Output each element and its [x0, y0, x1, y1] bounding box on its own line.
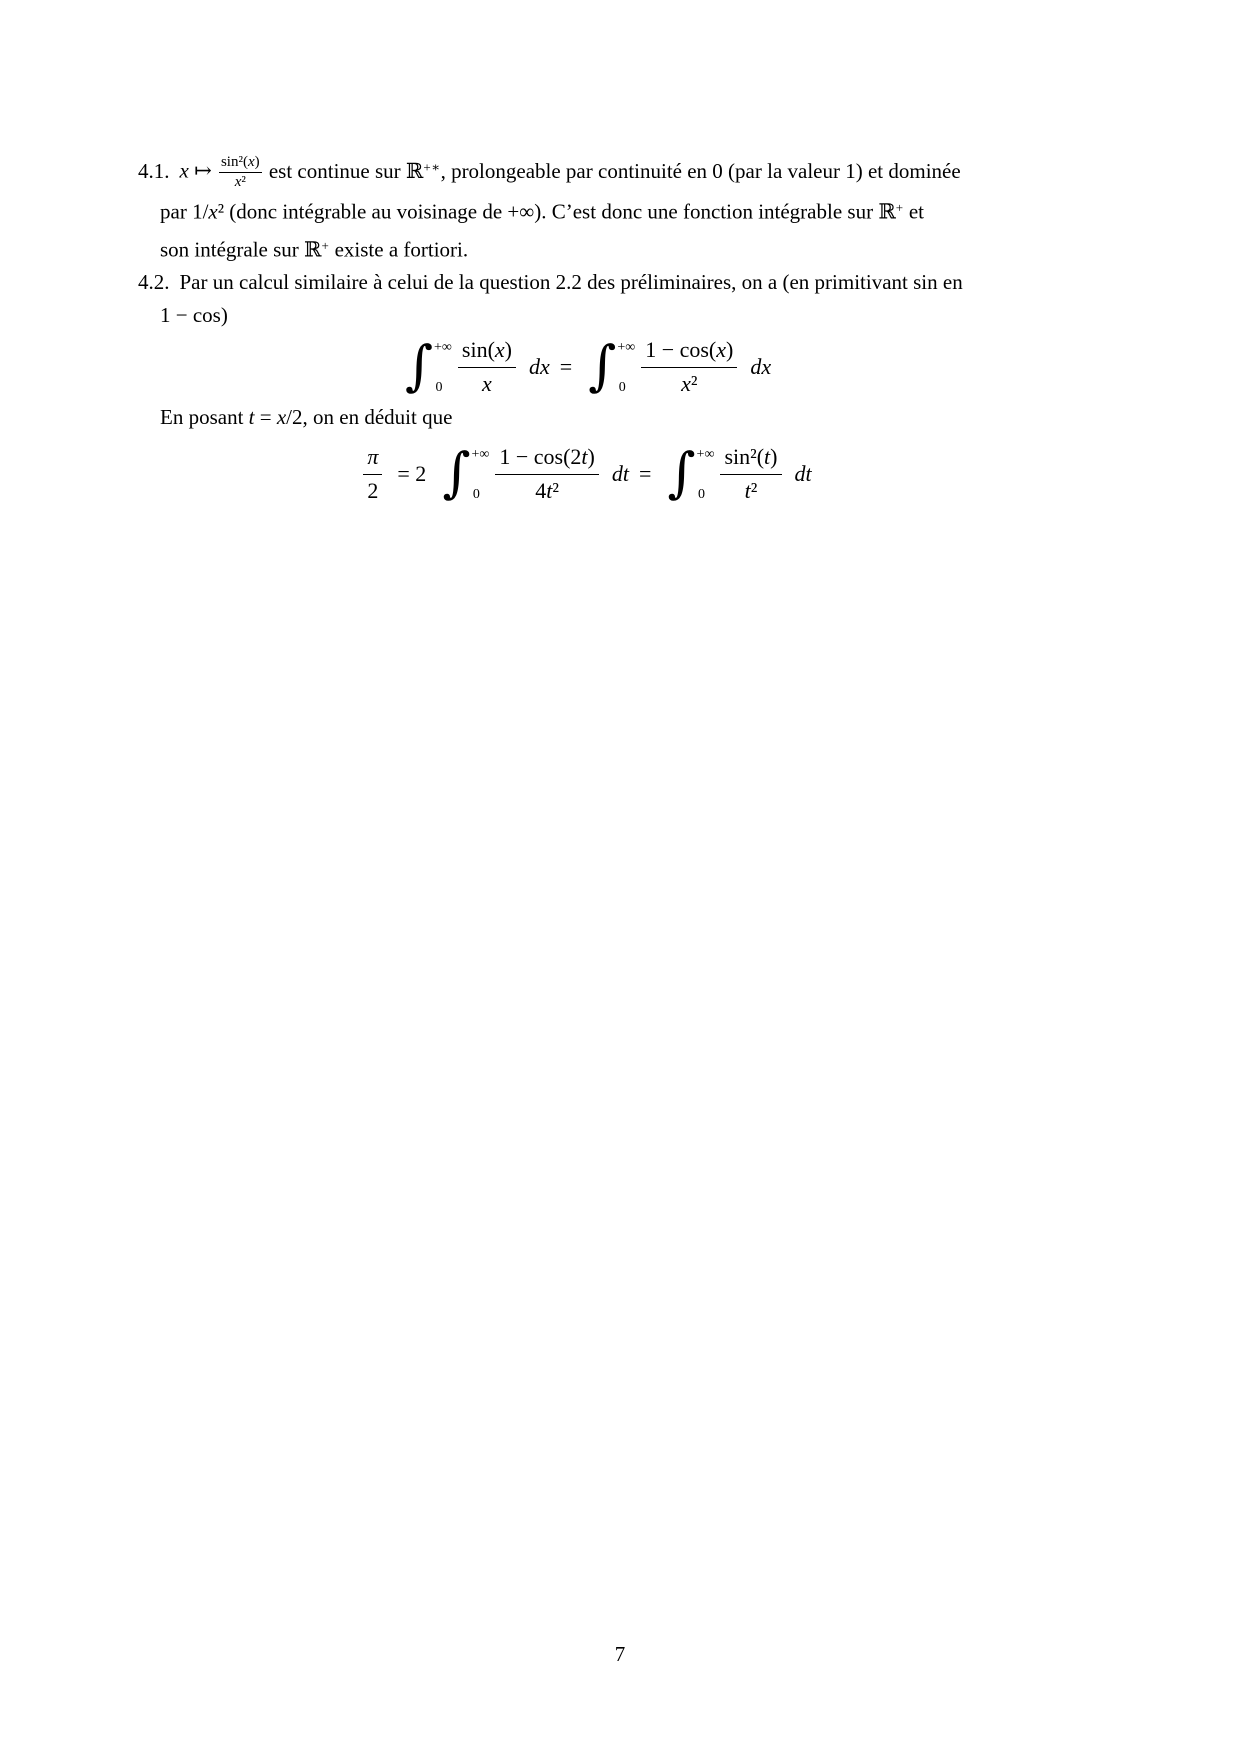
fraction-denominator: x: [482, 370, 492, 396]
integral-1: [442, 441, 490, 504]
inline-fraction: [219, 154, 262, 192]
page-number: 7: [614, 1642, 626, 1666]
upper-limit: +∞: [471, 447, 490, 462]
item-4-1-line-2: par 1/x² (donc intégrable au voisinage de +∞). C’est donc une fonction intégrable sur ℝ+ et: [160, 199, 925, 224]
math-run: x ↦: [179, 158, 217, 183]
differential: dx: [528, 353, 550, 379]
upper-limit: +∞: [617, 340, 636, 355]
fraction-denominator: 2: [367, 477, 379, 503]
fraction: [495, 444, 599, 504]
equals-coefficient: = 2: [397, 460, 427, 486]
fraction-numerator: 1 − cos(x): [641, 337, 737, 367]
item-4-1-number: 4.1.: [138, 158, 170, 183]
fraction-denominator: x²: [681, 370, 698, 396]
lower-limit: 0: [472, 487, 480, 502]
text-run: est continue sur ℝ+∗, prolongeable par continuité en 0 (par la valeur 1) et dominée: [263, 158, 961, 183]
differential: dt: [794, 460, 812, 486]
integral-sign: ∫: [667, 441, 696, 504]
integral-sign: ∫: [442, 441, 471, 504]
lower-limit: 0: [697, 487, 705, 502]
equals-sign: =: [638, 460, 652, 486]
equation-1: [160, 334, 1010, 397]
text-run: Par un calcul similaire à celui de la question 2.2 des préliminaires, on a (en primitivant sin en: [179, 270, 963, 294]
integral-limits: [433, 337, 452, 397]
integral-limits: [616, 337, 635, 397]
fraction-numerator: π: [363, 444, 382, 474]
content-column: [138, 150, 1010, 514]
integral-sign: ∫: [404, 334, 433, 397]
integral-1: [404, 334, 452, 397]
fraction-denominator: x²: [234, 173, 246, 190]
integral-limits: [696, 444, 715, 504]
fraction-numerator: sin(x): [458, 337, 516, 367]
integral-limits: [470, 444, 489, 504]
item-4-2-number: 4.2.: [138, 270, 170, 294]
fraction: [720, 444, 781, 504]
item-4-2-line-2: 1 − cos): [160, 303, 228, 327]
upper-limit: +∞: [696, 447, 715, 462]
upper-limit: +∞: [434, 340, 452, 355]
item-4-2-line-1: [138, 266, 1010, 299]
fraction-pi-over-2: [363, 444, 382, 504]
lower-limit: 0: [618, 380, 626, 395]
fraction-numerator: 1 − cos(2t): [495, 444, 599, 474]
fraction-denominator: t²: [744, 477, 758, 503]
equation-2: [160, 441, 1010, 504]
item-4-2: [138, 266, 1010, 504]
lower-limit: 0: [435, 380, 443, 395]
differential: dt: [611, 460, 629, 486]
item-4-1: [138, 150, 1010, 266]
fraction-numerator: sin²(t): [720, 444, 781, 474]
integral-2: [667, 441, 715, 504]
item-4-1-line-1: [138, 150, 1010, 191]
fraction: [458, 337, 516, 397]
fraction: [641, 337, 737, 397]
item-4-2-line-3: En posant t = x/2, on en déduit que: [160, 405, 453, 429]
fraction-denominator: 4t²: [535, 477, 559, 503]
item-4-1-line-3: son intégrale sur ℝ+ existe a fortiori.: [160, 237, 469, 261]
fraction-numerator: sin²(x): [219, 154, 262, 173]
integral-2: [588, 334, 636, 397]
equals-sign: =: [559, 353, 573, 379]
integral-sign: ∫: [588, 334, 617, 397]
differential: dx: [750, 353, 772, 379]
